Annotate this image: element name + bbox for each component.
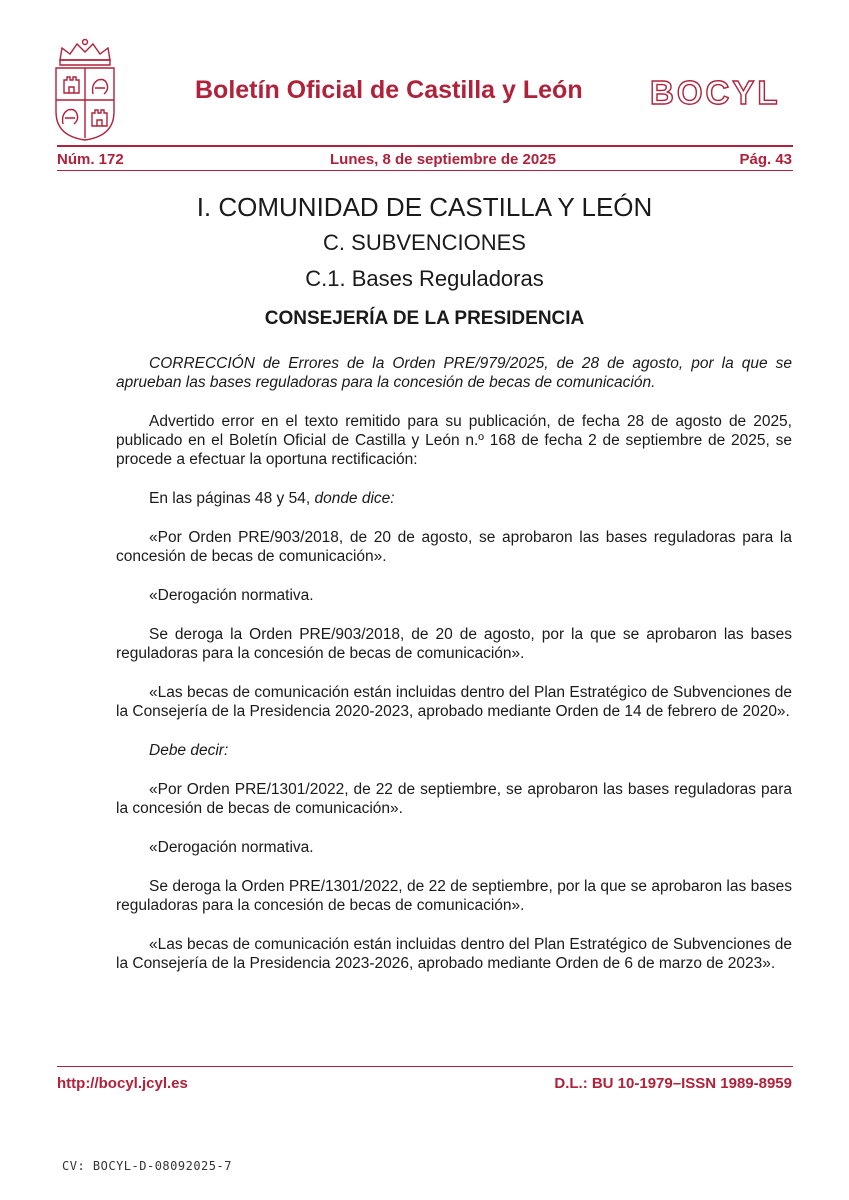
- footer-url-link[interactable]: http://bocyl.jcyl.es: [57, 1075, 188, 1092]
- summary-paragraph: CORRECCIÓN de Errores de la Orden PRE/979/2025, de 28 de agosto, por la que se aprueban las bases reguladoras para la concesión de becas de comunicación.: [116, 355, 792, 391]
- body-paragraph: Debe decir:: [149, 742, 229, 759]
- body-paragraph: Se deroga la Orden PRE/1301/2022, de 22 de septiembre, por la que se aprobaron las bases reguladoras para la concesión de becas de comunicación».: [116, 878, 792, 914]
- body-text-italic: donde dice:: [314, 490, 395, 507]
- issue-date: Lunes, 8 de septiembre de 2025: [330, 151, 556, 168]
- header-top-rule: [57, 145, 793, 147]
- body-paragraph: Se deroga la Orden PRE/903/2018, de 20 de agosto, por la que se aprobaron las bases reguladoras para la concesión de becas de comunicación».: [116, 626, 792, 662]
- body-paragraph: «Derogación normativa.: [149, 587, 314, 604]
- body-paragraph: [116, 489, 792, 508]
- bulletin-title: Boletín Oficial de Castilla y León: [195, 76, 583, 104]
- body-paragraph: «Las becas de comunicación están incluidas dentro del Plan Estratégico de Subvenciones de la Consejería de la Presidencia 2020-2023, aprobado mediante Orden de 14 de febrero de 2020».: [116, 684, 792, 720]
- coat-of-arms-icon: [50, 38, 120, 142]
- body-text: En las páginas 48 y 54,: [149, 490, 315, 507]
- issue-number: Núm. 172: [57, 151, 124, 168]
- header-bottom-rule: [57, 170, 793, 171]
- body-paragraph: «Derogación normativa.: [149, 839, 314, 856]
- department-heading: CONSEJERÍA DE LA PRESIDENCIA: [264, 308, 585, 329]
- section-heading-3: C.1. Bases Reguladoras: [305, 266, 544, 291]
- body-paragraph: «Las becas de comunicación están incluidas dentro del Plan Estratégico de Subvenciones de la Consejería de la Presidencia 2023-2026, aprobado mediante Orden de 6 de marzo de 2023».: [116, 936, 792, 972]
- section-heading-2: C. SUBVENCIONES: [323, 230, 526, 255]
- footer-rule: [57, 1066, 793, 1067]
- bocyl-logo: BOCYL: [650, 74, 781, 111]
- page-number: Pág. 43: [739, 151, 792, 168]
- body-paragraph: Advertido error en el texto remitido para su publicación, de fecha 28 de agosto de 2025, publicado en el Boletín Oficial de Castilla y León n.º 168 de fecha 2 de septiembre de 2025, se procede a efectuar la oportuna rectificación:: [116, 413, 792, 468]
- body-paragraph: «Por Orden PRE/903/2018, de 20 de agosto, se aprobaron las bases reguladoras para la concesión de becas de comunicación».: [116, 529, 792, 565]
- section-heading-1: I. COMUNIDAD DE CASTILLA Y LEÓN: [196, 192, 653, 222]
- footer-legal: D.L.: BU 10-1979–ISSN 1989-8959: [554, 1075, 792, 1092]
- cv-code: CV: BOCYL-D-08092025-7: [62, 1159, 232, 1173]
- body-paragraph: «Por Orden PRE/1301/2022, de 22 de septiembre, se aprobaron las bases reguladoras para la concesión de becas de comunicación».: [116, 781, 792, 817]
- document-body: [116, 354, 792, 973]
